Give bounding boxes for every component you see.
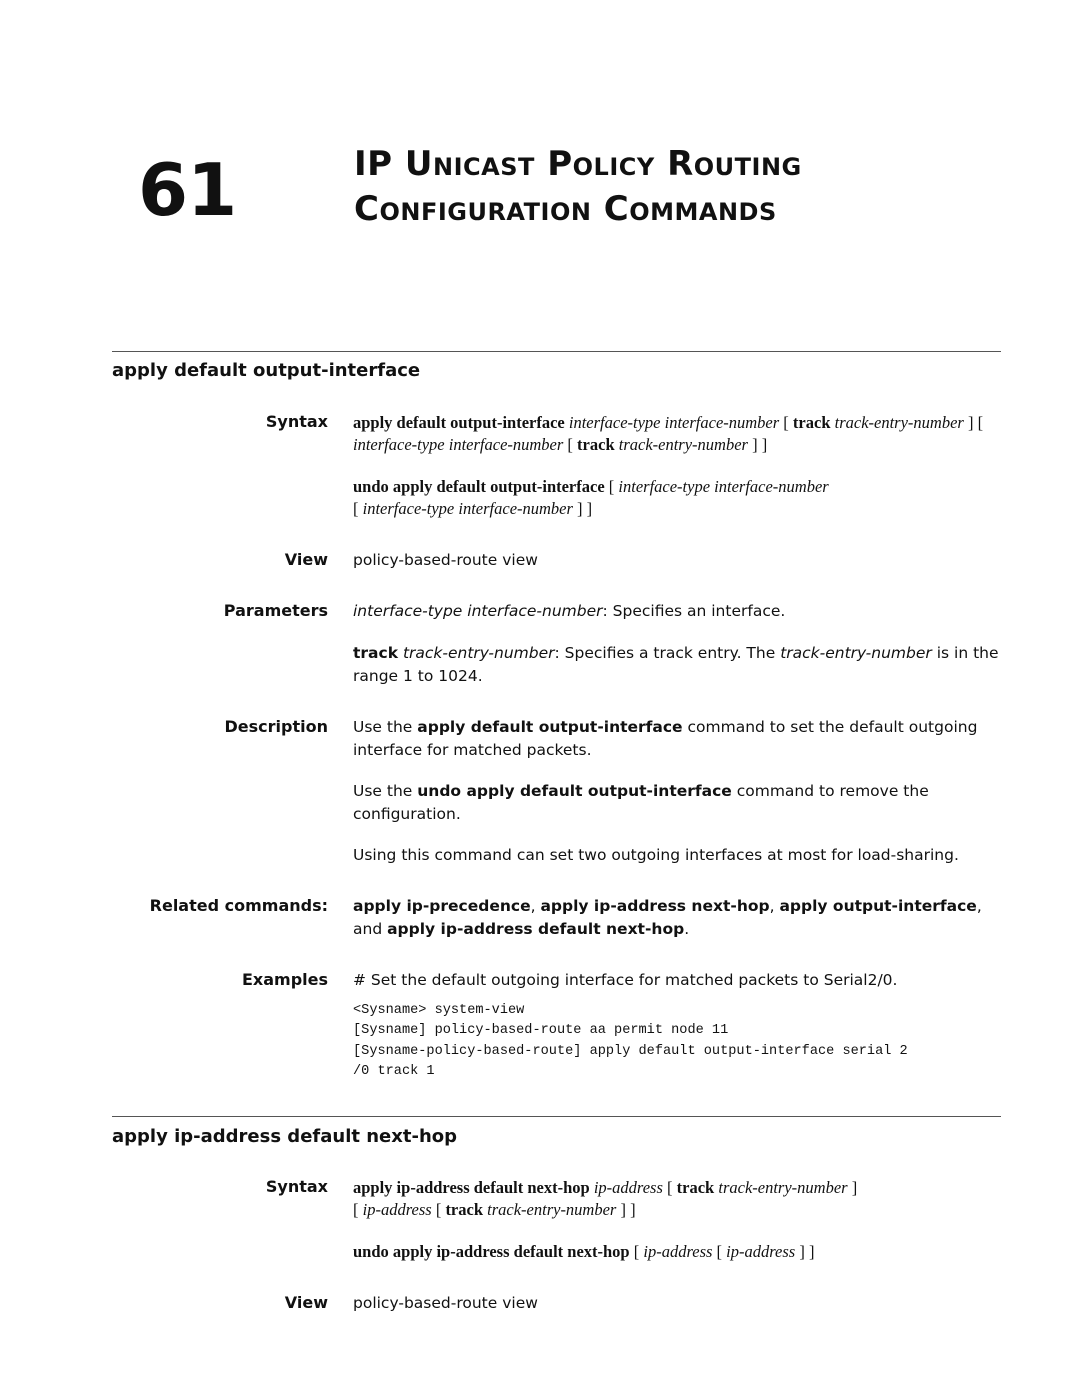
syntax-undo-line: undo apply default output-interface [ interface-type interface-number [ interface-type interface-number ] ]: [353, 477, 829, 518]
description-para-2: Use the undo apply default output-interface command to remove the configuration.: [353, 782, 929, 823]
chapter-number: 61: [138, 148, 237, 232]
view-label: View: [284, 1293, 328, 1312]
example-code-block: [353, 1001, 1013, 1082]
related-command-link: apply output-interface: [779, 897, 977, 915]
section-divider: [112, 351, 1001, 352]
related-command-link: apply ip-precedence: [353, 897, 531, 915]
description-label: Description: [224, 717, 328, 736]
related-commands-list: apply ip-precedence, apply ip-address next-hop, apply output-interface, and apply ip-address default next-hop.: [353, 897, 982, 938]
parameters-label: Parameters: [223, 601, 328, 620]
code-line: [Sysname-policy-based-route] apply default output-interface serial 2: [353, 1043, 908, 1059]
syntax-line: apply ip-address default next-hop ip-address [ track track-entry-number ] [ ip-address [ track track-entry-number ] ]: [353, 1178, 858, 1219]
code-line: <Sysname> system-view: [353, 1003, 525, 1018]
view-label: View: [284, 550, 328, 569]
syntax-line: apply default output-interface interface-type interface-number [ track track-entry-number ] [ interface-type interface-number [ track track-entry-number ] ]: [353, 413, 984, 454]
related-commands-label: Related commands:: [149, 896, 328, 915]
syntax-undo-line: undo apply ip-address default next-hop [ ip-address [ ip-address ] ]: [353, 1242, 815, 1261]
chapter-title: [354, 142, 802, 232]
code-line: /0 track 1: [353, 1063, 435, 1079]
description-para-3: Using this command can set two outgoing interfaces at most for load-sharing.: [353, 846, 959, 864]
section-divider: [112, 1116, 1001, 1117]
parameter-interface: interface-type interface-number: Specifies an interface.: [353, 602, 786, 620]
section-heading: apply default output-interface: [112, 360, 421, 381]
view-value: policy-based-route view: [353, 1294, 538, 1312]
example-description: # Set the default outgoing interface for matched packets to Serial2/0.: [353, 971, 898, 989]
chapter-title-line1: IP Unicast Policy Routing: [354, 144, 802, 184]
description-para-1: Use the apply default output-interface command to set the default outgoing interface for matched packets.: [353, 718, 978, 759]
syntax-label: Syntax: [265, 1177, 328, 1196]
related-command-link: apply ip-address default next-hop: [387, 920, 685, 938]
related-command-link: apply ip-address next-hop: [540, 897, 770, 915]
syntax-label: Syntax: [265, 412, 328, 431]
examples-label: Examples: [241, 970, 328, 989]
view-value: policy-based-route view: [353, 551, 538, 569]
parameter-track: track track-entry-number: Specifies a track entry. The track-entry-number is in the range 1 to 1024.: [353, 644, 999, 685]
section-heading: apply ip-address default next-hop: [112, 1126, 458, 1147]
code-line: [Sysname] policy-based-route aa permit node 11: [353, 1023, 729, 1039]
chapter-title-line2: Configuration Commands: [354, 189, 777, 229]
